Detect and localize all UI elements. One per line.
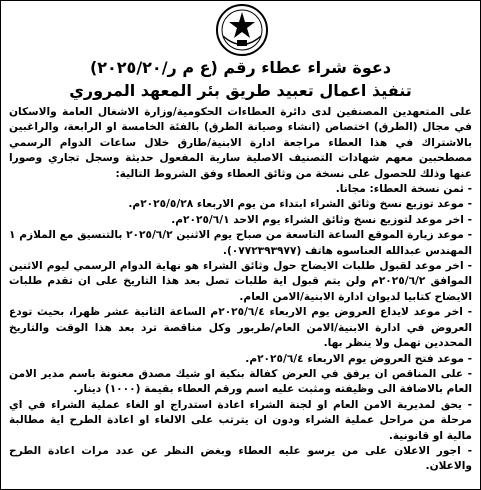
condition-item: - موعد زيارة الموقع الساعة التاسعة من صباح يوم الاثنين ٢٠٢٥/٦/٢ بالتنسيق مع الملازم ١ المهندس عبدالله العناسوه هاتف (٠٧٧٢٣٩٣٩٧٧). [9, 229, 472, 257]
tender-subtitle: تنفيذ اعمال تعبيد طريق بئر المعهد المروري [69, 81, 412, 100]
condition-item: - اخر موعد لقبول طلبات الايضاح حول وثائق الشراء هو نهاية الدوام الرسمي ليوم الاثنين الموافق ٢٠٢٥/٦/٢م ولن يتم قبول اية طلبات تصل بعد هذا التاريخ على ان تقدم طلبات الايضاح كتابيا لديوان ادارة الابنية/الامن العام. [9, 260, 472, 303]
intro-paragraph: على المتعهدين المصنفين لدى دائرة العطاءات الحكومية/وزارة الاشغال العامة والاسكان في مجال (الطرق) اختصاص (انشاء وصيانة الطرق) بالفئة الخامسة او الرابعة، والراغبين بالاشتراك في هذا العطاء مراجعة ادارة الابنية/طارق خلال ساعات الدوام الرسمي مصطحبين معهم شهادات التصنيف الاصلية سارية المفعول حديثة وسجل تجاري وصورا عنها وذلك للحصول على نسخة من وثائق العطاء وفق الشروط التالية: [9, 106, 472, 180]
tender-title: دعوة شراء عطاء رقم (ع م ر/٢٠٢٥/٢٠) [89, 58, 392, 77]
condition-item: - موعد فتح العروض يوم الاربعاء ٢٠٢٥/٦/٤م. [245, 352, 472, 365]
tender-body [9, 105, 472, 475]
condition-item: - اجور الاعلان على من يرسو عليه العطاء وبغض النظر عن عدد مرات اعادة الطرح والاعلان. [9, 444, 472, 473]
condition-item: - على المناقص ان يرفق في العرض كفالة بنكية او شيك مصدق معنونة باسم مدير الامن العام بالاضافة الى وظيفته ومثبت عليه اسم ورقم العطاء بقيمة (١٠٠٠) دينار. [9, 367, 472, 396]
condition-item: - موعد توزيع نسخ وثائق الشراء ابتداء من يوم الاربعاء ٢٠٢٥/٥/٢٨م. [128, 198, 472, 211]
condition-item: - اخر موعد لايداع العروض يوم الاربعاء ٢٠٢٥/٦/٤م الساعة الثانية عشر ظهرا، بحيث تودع العروض في ادارة الابنية/الامن العام/طربور وكل مناقصة ترد بعد هذا الوقت والتاريخ المحددين تهمل ولا ينظر بها. [9, 306, 472, 350]
condition-item: - اخر موعد لتوزيع نسخ وثائق الشراء يوم الاحد ٢٠٢٥/٦/١م. [171, 213, 472, 226]
public-security-emblem-icon [215, 3, 269, 57]
condition-item: - يحق لمديرية الامن العام او لجنة الشراء اعادة استدراج او الغاء عملية الشراء في اي مرحلة من مراحل عملية الشراء ودون ان يترتب على الالغاء او اعادة الطرح اية مطالبة مالية او قانونية. [9, 398, 472, 442]
condition-item: - ثمن نسخة العطاء: مجانا. [335, 183, 472, 196]
